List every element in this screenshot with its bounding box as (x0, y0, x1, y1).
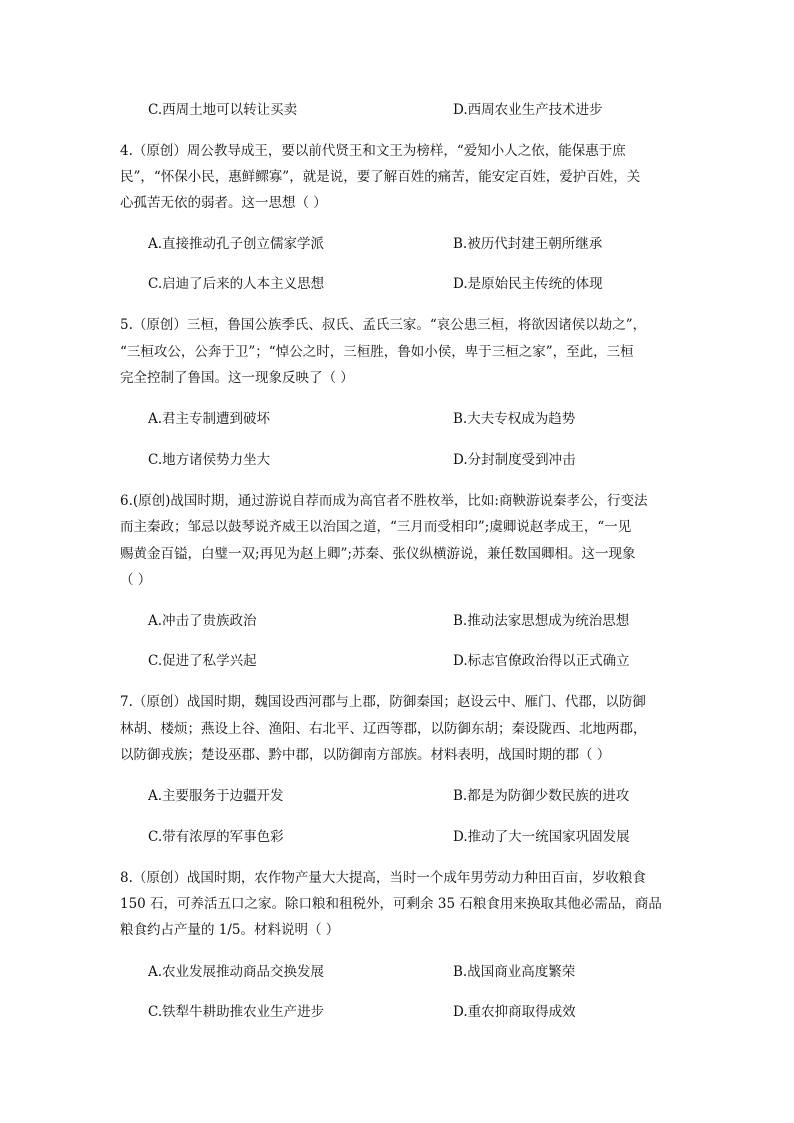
q7-option-b[interactable]: B.都是为防御少数民族的进攻 (453, 788, 630, 804)
q4-stem-line-3: 心孤苦无依的弱者。这一思想（ ） (120, 195, 327, 211)
q8-option-d[interactable]: D.重农抑商取得成效 (453, 1004, 576, 1020)
q5-option-d[interactable]: D.分封制度受到冲击 (453, 452, 576, 468)
q8-stem-line-3: 粮食约占产量的 1/5。材料说明（ ） (120, 922, 340, 938)
q5-option-c[interactable]: C.地方诸侯势力坐大 (148, 452, 271, 468)
q3-option-c[interactable]: C.西周土地可以转让买卖 (148, 102, 298, 118)
q4-stem-line-1: 4.（原创）周公教导成王，要以前代贤王和文王为榜样，“爱知小人之依，能保惠于庶 (120, 143, 626, 159)
q6-option-b[interactable]: B.推动法家思想成为统治思想 (453, 613, 630, 629)
q7-option-a[interactable]: A.主要服务于边疆开发 (148, 788, 284, 804)
q7-option-d[interactable]: D.推动了大一统国家巩固发展 (453, 829, 630, 845)
q4-option-d[interactable]: D.是原始民主传统的体现 (453, 276, 603, 292)
q4-option-a[interactable]: A.直接推动孔子创立儒家学派 (148, 236, 325, 252)
q7-option-c[interactable]: C.带有浓厚的军事色彩 (148, 829, 284, 845)
q7-stem-line-2: 林胡、楼烦；燕设上谷、渔阳、右北平、辽西等郡，以防御东胡；秦设陇西、北地两郡， (120, 721, 647, 737)
q6-stem-line-4: （ ） (120, 572, 152, 588)
q4-option-b[interactable]: B.被历代封建王朝所继承 (453, 236, 603, 252)
q5-stem-line-1: 5.（原创）三桓，鲁国公族季氏、叔氏、孟氏三家。“哀公患三桓，将欲因诸侯以劫之”， (120, 317, 647, 333)
q5-option-b[interactable]: B.大夫专权成为趋势 (453, 411, 576, 427)
q8-option-c[interactable]: C.铁犁牛耕助推农业生产进步 (148, 1004, 325, 1020)
q5-option-a[interactable]: A.君主专制遭到破坏 (148, 411, 271, 427)
q6-option-c[interactable]: C.促进了私学兴起 (148, 653, 257, 669)
q6-stem-line-1: 6.(原创)战国时期，通过游说自荐而成为高官者不胜枚举，比如:商鞅游说秦孝公，行变法 (120, 493, 648, 509)
q7-stem-line-1: 7.（原创）战国时期，魏国设西河郡与上郡，防御秦国；赵设云中、雁门、代郡，以防御 (120, 694, 646, 710)
q3-option-d[interactable]: D.西周农业生产技术进步 (453, 102, 603, 118)
q8-option-a[interactable]: A.农业发展推动商品交换发展 (148, 964, 325, 980)
q4-option-c[interactable]: C.启迪了后来的人本主义思想 (148, 276, 325, 292)
q6-option-a[interactable]: A.冲击了贵族政治 (148, 613, 257, 629)
q6-stem-line-2: 而主秦政；邹忌以鼓琴说齐威王以治国之道，“三月而受相印”;虞卿说赵孝成王，“一见 (120, 519, 632, 535)
q8-option-b[interactable]: B.战国商业高度繁荣 (453, 964, 576, 980)
q8-stem-line-2: 150 石，可养活五口之家。除口粮和租税外，可剩余 35 石粮食用来换取其他必需品，商品 (120, 896, 662, 912)
q6-option-d[interactable]: D.标志官僚政治得以正式确立 (453, 653, 630, 669)
q8-stem-line-1: 8.（原创）战国时期，农作物产量大大提高，当时一个成年男劳动力种田百亩，岁收粮食 (120, 870, 646, 886)
q7-stem-line-3: 以防御戎族；楚设巫郡、黔中郡，以防御南方部族。材料表明，战国时期的郡（ ） (120, 747, 611, 763)
q4-stem-line-2: 民”，“怀保小民，惠鲜鳏寡”，就是说，要了解百姓的痛苦，能安定百姓，爱护百姓，关 (120, 169, 641, 185)
q6-stem-line-3: 赐黄金百镒，白璧一双;再见为赵上卿”;苏秦、张仪纵横游说，兼任数国卿相。这一现象 (120, 546, 636, 562)
q5-stem-line-3: 完全控制了鲁国。这一现象反映了（ ） (120, 370, 354, 386)
q5-stem-line-2: “三桓攻公，公奔于卫”；“悼公之时，三桓胜，鲁如小侯，卑于三桓之家”，至此，三桓 (120, 344, 634, 360)
